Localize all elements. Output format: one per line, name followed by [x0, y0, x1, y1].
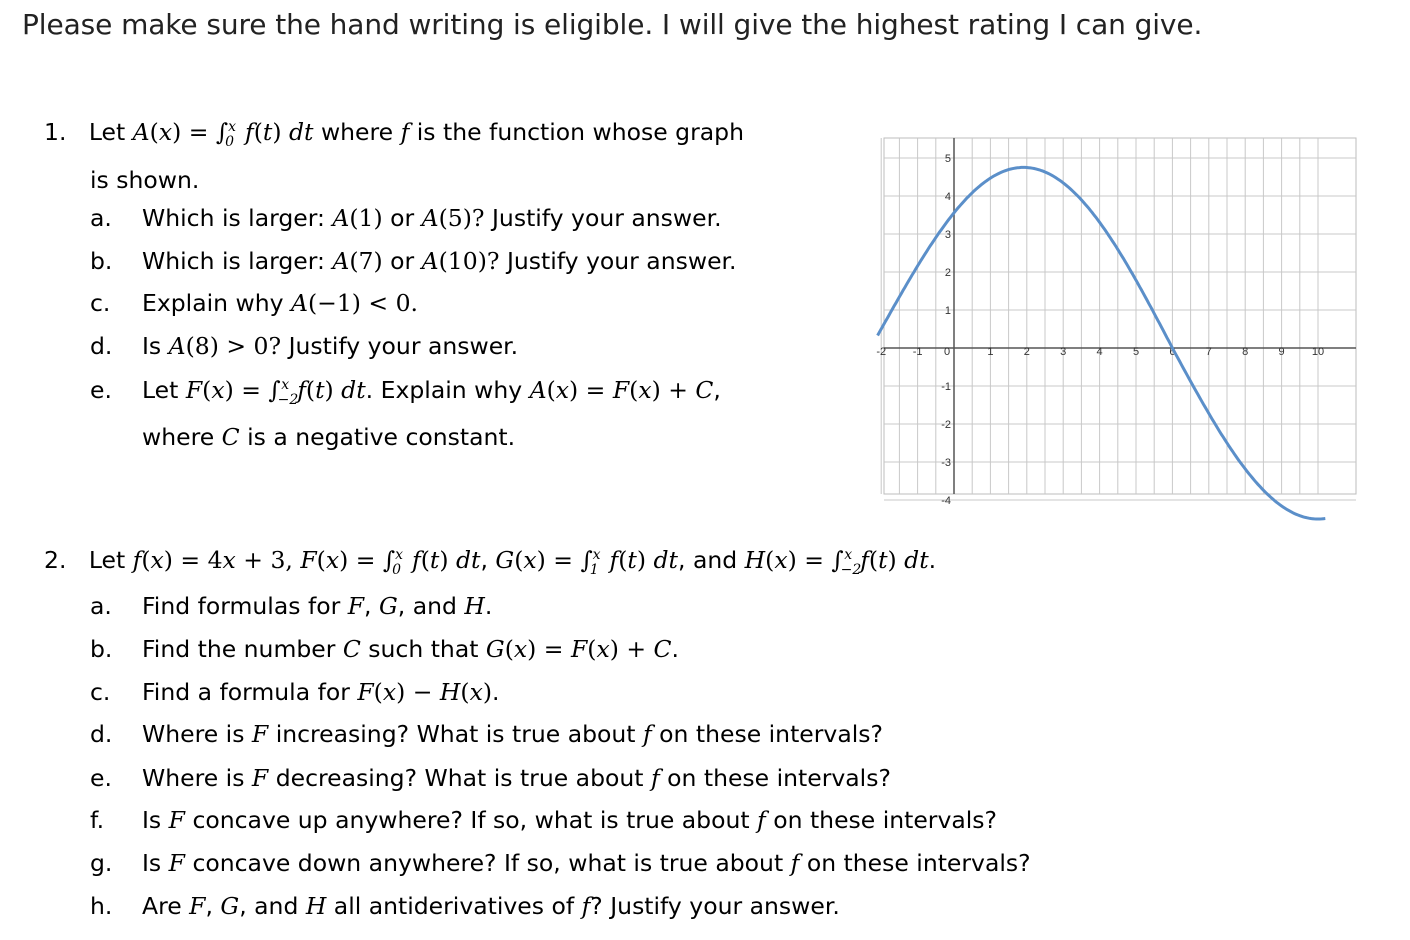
x-tick-label: 10	[1311, 346, 1325, 358]
header-note: Please make sure the hand writing is eligible. I will give the highest rating I can give.	[22, 8, 1203, 41]
function-graph	[876, 128, 1362, 507]
problem1-intro-line2: is shown.	[90, 166, 200, 194]
problem2-item-g: g. Is F concave down anywhere? If so, what is true about f on these intervals?	[90, 849, 1031, 877]
y-tick-label: 2	[944, 267, 951, 279]
problem1-item-c: c. Explain why A(−1) < 0.	[90, 289, 419, 317]
x-tick-label: 0	[943, 346, 951, 358]
y-tick-label: -1	[941, 381, 951, 393]
problem2-item-b: b. Find the number C such that G(x) = F(x) + C.	[90, 635, 679, 663]
problem2-item-a: a. Find formulas for F, G, and H.	[90, 592, 493, 620]
y-tick-label: -2	[941, 419, 951, 431]
y-tick-label: 5	[944, 153, 951, 165]
y-tick-label: -3	[941, 457, 951, 469]
x-tick-label: 8	[1242, 346, 1249, 358]
problem1-number: 1.	[44, 118, 67, 146]
problem2-item-d: d. Where is F increasing? What is true about f on these intervals?	[90, 720, 883, 748]
problem2-item-h: h. Are F, G, and H all antiderivatives of f? Justify your answer.	[90, 892, 840, 920]
x-tick-label: -1	[912, 346, 923, 358]
y-tick-label: 3	[944, 229, 951, 241]
x-tick-label: 6	[1169, 346, 1176, 358]
problem1-item-e-line2: where C is a negative constant.	[142, 423, 516, 451]
x-tick-label: 3	[1060, 346, 1067, 358]
x-tick-label: 9	[1278, 346, 1285, 358]
x-tick-label: 5	[1132, 346, 1140, 358]
y-tick-label: 4	[944, 191, 951, 203]
y-tick-label: -4	[941, 495, 951, 507]
x-tick-label: 2	[1023, 346, 1030, 358]
x-tick-label: -2	[876, 346, 887, 358]
problem2-item-c: c. Find a formula for F(x) − H(x).	[90, 678, 500, 706]
problem1-item-e: e. Let $F(x) = \int_{-2}^x$ f(t) dt. Explain why A(x) = F(x) + C,	[90, 376, 721, 408]
x-tick-label: 7	[1205, 346, 1212, 358]
problem1-intro: 1. Let $A(x) = \int_0^x$ f(t) dt where f is the function whose graph	[44, 118, 744, 150]
y-tick-label: 1	[944, 305, 951, 317]
problem2-number: 2.	[44, 546, 67, 574]
problem1-item-b: b. Which is larger: A(7) or A(10)? Justify your answer.	[90, 247, 737, 275]
x-tick-label: 4	[1096, 346, 1103, 358]
x-tick-label: 1	[987, 346, 994, 358]
problem1-item-a: a. Which is larger: A(1) or A(5)? Justify your answer.	[90, 204, 722, 232]
problem2-item-f: f. Is F concave up anywhere? If so, what is true about f on these intervals?	[90, 806, 998, 834]
graph-frame	[884, 138, 1356, 494]
problem2-item-e: e. Where is F decreasing? What is true about f on these intervals?	[90, 764, 891, 792]
problem1-item-d: d. Is A(8) > 0? Justify your answer.	[90, 332, 519, 360]
problem2-intro: 2. Let f(x) = 4x + 3, $F(x) = \int_0^x$ f(t) dt, $G(x) = \int_1^x$ f(t) dt, and $H(x) = \int_{-2}^x$ f(t) dt.	[44, 546, 937, 578]
